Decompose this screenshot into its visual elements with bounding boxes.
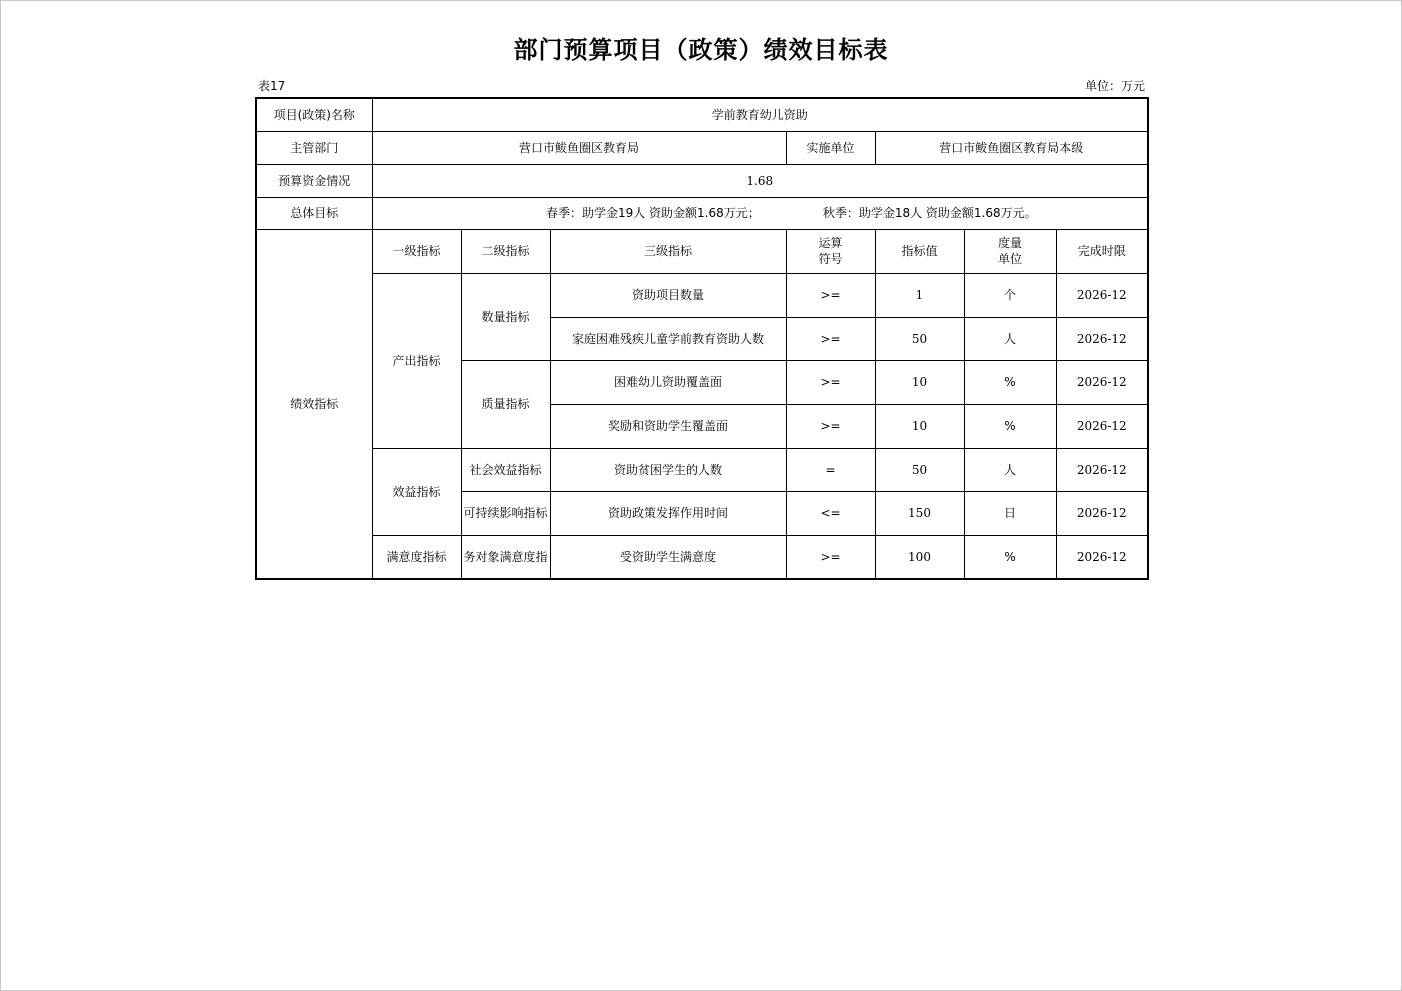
header-operator: [786, 229, 875, 273]
indicator-deadline: 2026-12: [1056, 448, 1148, 491]
goal-spring: 春季：助学金19人 资助金额1.68万元；: [545, 206, 760, 220]
group-output: 产出指标: [372, 273, 461, 448]
indicator-unit: %: [964, 404, 1056, 448]
indicator-operator: >=: [786, 273, 875, 317]
header-unit-line1: 度量: [997, 236, 1022, 250]
header-level1: 一级指标: [372, 229, 461, 273]
table-number: 表17: [258, 79, 286, 93]
budget-value: 1.68: [372, 164, 1148, 197]
indicator-value: 10: [875, 404, 964, 448]
indicator-value: 100: [875, 535, 964, 579]
header-operator-line1: 运算: [818, 236, 843, 250]
indicator-name: 家庭困难残疾儿童学前教育资助人数: [550, 317, 786, 360]
indicator-deadline: 2026-12: [1056, 491, 1148, 535]
indicator-deadline: 2026-12: [1056, 317, 1148, 360]
header-unit-line2: 单位: [997, 252, 1022, 266]
department-row: [256, 131, 1148, 164]
group-sustain: 可持续影响指标: [461, 491, 550, 535]
indicator-unit: 人: [964, 317, 1056, 360]
indicator-value: 10: [875, 360, 964, 404]
indicator-operator: =: [786, 448, 875, 491]
budget-label: 预算资金情况: [256, 164, 372, 197]
indicator-unit: 日: [964, 491, 1056, 535]
header-target: 指标值: [875, 229, 964, 273]
indicator-name: 受资助学生满意度: [550, 535, 786, 579]
goal-value: [372, 197, 1148, 229]
goal-label: 总体目标: [256, 197, 372, 229]
perf-label: 绩效指标: [256, 229, 372, 579]
indicator-operator: >=: [786, 317, 875, 360]
table-row: [256, 273, 1148, 317]
project-row: [256, 98, 1148, 131]
impl-unit-label: 实施单位: [786, 131, 875, 164]
group-satisfaction: 满意度指标: [372, 535, 461, 579]
indicator-operator: >=: [786, 535, 875, 579]
table-row: [256, 448, 1148, 491]
table-row: [256, 535, 1148, 579]
indicator-deadline: 2026-12: [1056, 404, 1148, 448]
goal-row: [256, 197, 1148, 229]
group-quantity: 数量指标: [461, 273, 550, 360]
group-quality: 质量指标: [461, 360, 550, 448]
header-unit: [964, 229, 1056, 273]
header-level2: 二级指标: [461, 229, 550, 273]
indicator-unit: 个: [964, 273, 1056, 317]
indicator-name: 奖励和资助学生覆盖面: [550, 404, 786, 448]
page-title: 部门预算项目（政策）绩效目标表: [513, 36, 889, 64]
performance-table: [255, 97, 1149, 580]
indicator-value: 1: [875, 273, 964, 317]
header-row: [256, 229, 1148, 273]
group-social: 社会效益指标: [461, 448, 550, 491]
indicator-name: 困难幼儿资助覆盖面: [550, 360, 786, 404]
department-value: 营口市鲅鱼圈区教育局: [372, 131, 786, 164]
project-value: 学前教育幼儿资助: [372, 98, 1148, 131]
header-deadline: 完成时限: [1056, 229, 1148, 273]
budget-row: [256, 164, 1148, 197]
unit-label: 单位：万元: [1084, 79, 1145, 93]
header-level3: 三级指标: [550, 229, 786, 273]
project-label: 项目(政策)名称: [256, 98, 372, 131]
indicator-value: 150: [875, 491, 964, 535]
group-benefit: 效益指标: [372, 448, 461, 535]
indicator-deadline: 2026-12: [1056, 360, 1148, 404]
indicator-unit: 人: [964, 448, 1056, 491]
indicator-unit: %: [964, 535, 1056, 579]
indicator-operator: <=: [786, 491, 875, 535]
impl-unit-value: 营口市鲅鱼圈区教育局本级: [875, 131, 1148, 164]
goal-autumn: 秋季：助学金18人 资助金额1.68万元。: [822, 206, 1037, 220]
group-service: 务对象满意度指: [461, 535, 550, 579]
indicator-deadline: 2026-12: [1056, 273, 1148, 317]
department-label: 主管部门: [256, 131, 372, 164]
indicator-deadline: 2026-12: [1056, 535, 1148, 579]
indicator-operator: >=: [786, 360, 875, 404]
header-operator-line2: 符号: [818, 252, 843, 266]
indicator-operator: >=: [786, 404, 875, 448]
indicator-value: 50: [875, 448, 964, 491]
indicator-unit: %: [964, 360, 1056, 404]
indicator-name: 资助政策发挥作用时间: [550, 491, 786, 535]
indicator-name: 资助贫困学生的人数: [550, 448, 786, 491]
indicator-value: 50: [875, 317, 964, 360]
indicator-name: 资助项目数量: [550, 273, 786, 317]
